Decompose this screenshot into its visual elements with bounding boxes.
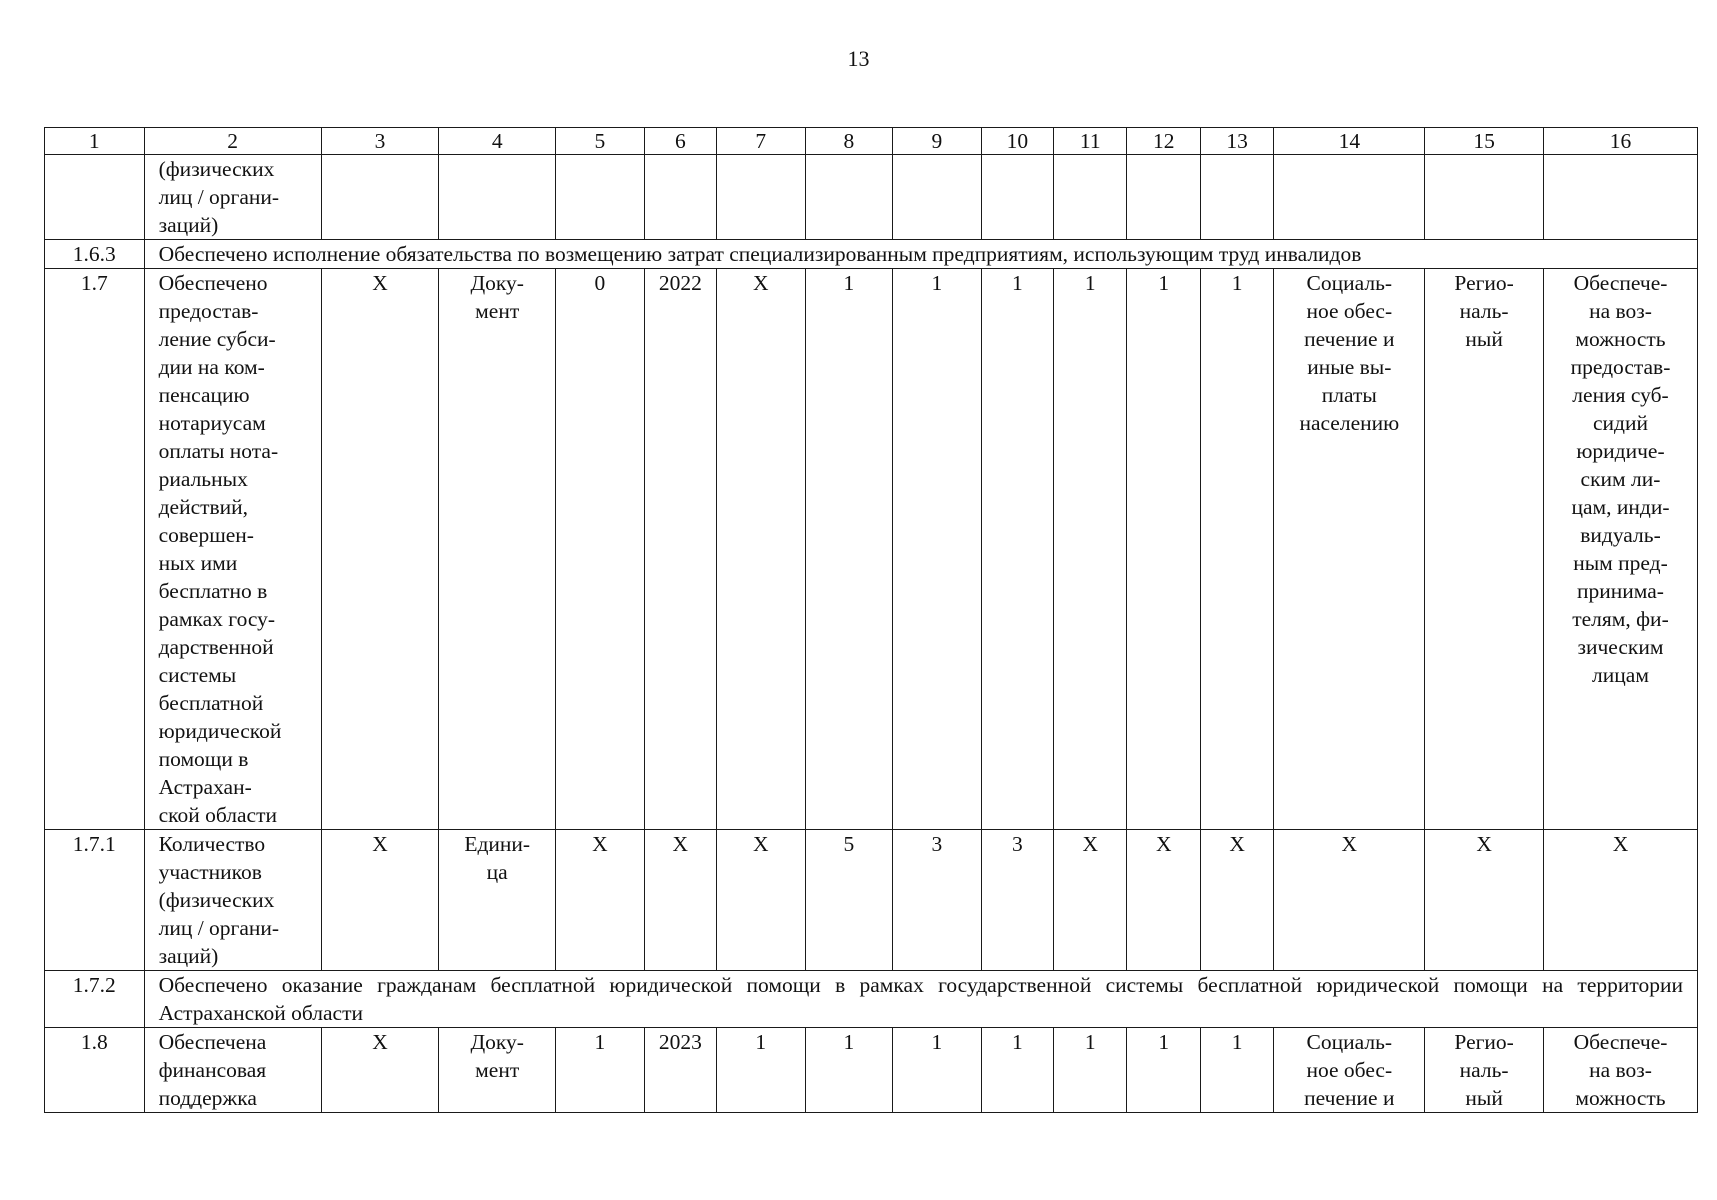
cell-level <box>1425 269 1544 830</box>
cell: 1 <box>1054 269 1127 830</box>
cell: 0 <box>556 269 645 830</box>
column-number-header-row <box>45 128 1698 155</box>
cell: 1 <box>981 269 1053 830</box>
cell-unit <box>439 269 556 830</box>
table-row-1-8 <box>45 1028 1698 1113</box>
cell-description <box>1543 269 1697 830</box>
cell <box>556 155 645 240</box>
cell: X <box>1200 830 1273 971</box>
cell: X <box>556 830 645 971</box>
cell-merged-text: Обеспечено исполнение обязательства по возмещению затрат специализированным предприятиям, использующим труд инвалидов <box>144 240 1697 269</box>
cell: 1 <box>1200 1028 1273 1113</box>
cell-number <box>45 155 145 240</box>
cell: 3 <box>893 830 982 971</box>
cell <box>717 155 806 240</box>
cell <box>644 155 716 240</box>
cell: X <box>717 269 806 830</box>
column-header: 10 <box>981 128 1053 155</box>
column-header: 8 <box>805 128 893 155</box>
cell-unit-text: Доку- мент <box>470 1030 524 1082</box>
cell: X <box>1543 830 1697 971</box>
cell-expense-type <box>1274 269 1425 830</box>
cell: 1 <box>805 1028 893 1113</box>
cell <box>981 155 1053 240</box>
cell: 1 <box>1127 1028 1200 1113</box>
cell: X <box>321 830 439 971</box>
cell: X <box>1274 830 1425 971</box>
cell: 1 <box>893 269 982 830</box>
column-header: 4 <box>439 128 556 155</box>
cell-name <box>144 830 321 971</box>
column-header: 2 <box>144 128 321 155</box>
column-header: 11 <box>1054 128 1127 155</box>
column-header: 1 <box>45 128 145 155</box>
cell <box>321 155 439 240</box>
cell: 5 <box>805 830 893 971</box>
cell <box>439 155 556 240</box>
cell: 1 <box>1127 269 1200 830</box>
cell: X <box>1425 830 1544 971</box>
cell-name <box>144 1028 321 1113</box>
cell: 1 <box>1200 269 1273 830</box>
cell-number: 1.7.1 <box>45 830 145 971</box>
cell: 3 <box>981 830 1053 971</box>
cell: 1 <box>893 1028 982 1113</box>
cell-number: 1.8 <box>45 1028 145 1113</box>
cell-name <box>144 155 321 240</box>
column-header: 13 <box>1200 128 1273 155</box>
cell-level-text: Регио- наль- ный <box>1454 271 1514 351</box>
cell: X <box>1054 830 1127 971</box>
cell: 1 <box>805 269 893 830</box>
cell-description <box>1543 1028 1697 1113</box>
cell: X <box>321 1028 439 1113</box>
column-header: 7 <box>717 128 806 155</box>
cell <box>805 155 893 240</box>
cell <box>1054 155 1127 240</box>
column-header: 15 <box>1425 128 1544 155</box>
cell-expense-type-text: Социаль- ное обес- печение и <box>1304 1030 1395 1110</box>
table-row-continuation <box>45 155 1698 240</box>
column-header: 9 <box>893 128 982 155</box>
table-row-1-7-1 <box>45 830 1698 971</box>
table-row-1-7-2 <box>45 971 1698 1028</box>
cell-number: 1.6.3 <box>45 240 145 269</box>
cell-number: 1.7 <box>45 269 145 830</box>
cell: X <box>321 269 439 830</box>
cell-description-text: Обеспече- на воз- можность предостав- ления суб- сидий юридиче- ским ли- цам, инди- видуаль- ным пред- принима- телям, фи- зическим лицам <box>1570 271 1671 687</box>
cell <box>1543 155 1697 240</box>
cell-level <box>1425 1028 1544 1113</box>
cell: 1 <box>981 1028 1053 1113</box>
cell: X <box>717 830 806 971</box>
cell-unit-text: Доку- мент <box>470 271 524 323</box>
column-header: 3 <box>321 128 439 155</box>
cell: 2022 <box>644 269 716 830</box>
cell-description-text: Обеспече- на воз- можность <box>1573 1030 1668 1110</box>
column-header: 14 <box>1274 128 1425 155</box>
cell-level-text: Регио- наль- ный <box>1454 1030 1514 1110</box>
column-header: 5 <box>556 128 645 155</box>
cell: 2023 <box>644 1028 716 1113</box>
table-row-1-6-3 <box>45 240 1698 269</box>
indicators-table <box>44 127 1698 1113</box>
cell <box>1274 155 1425 240</box>
cell: X <box>644 830 716 971</box>
column-header: 12 <box>1127 128 1200 155</box>
cell: 1 <box>1054 1028 1127 1113</box>
cell-merged-text: Обеспечено оказание гражданам бесплатной юридической помощи в рамках государственной системы бесплатной юридической помощи на территории Астраханской области <box>144 971 1697 1028</box>
page-number: 13 <box>847 46 870 71</box>
cell-name-text: (физических лиц / органи- заций) <box>158 157 280 237</box>
cell-name-text: Обеспечено предостав- ление субси- дии на ком- пенсацию нотариусам оплаты нота- риальных действий, совершен- ных ими бесплатно в рамках госу- дарственной системы бесплатной юридической помощи в Астрахан- ской области <box>158 271 282 827</box>
cell-unit <box>439 830 556 971</box>
cell <box>1127 155 1200 240</box>
column-header: 16 <box>1543 128 1697 155</box>
cell: 1 <box>717 1028 806 1113</box>
cell-expense-type <box>1274 1028 1425 1113</box>
cell-unit-text: Едини- ца <box>464 832 531 884</box>
cell-name <box>144 269 321 830</box>
cell-name-text: Количество участников (физических лиц / органи- заций) <box>158 832 280 968</box>
cell <box>893 155 982 240</box>
cell-number: 1.7.2 <box>45 971 145 1028</box>
table-row-1-7 <box>45 269 1698 830</box>
cell: 1 <box>556 1028 645 1113</box>
cell-unit <box>439 1028 556 1113</box>
cell-expense-type-text: Социаль- ное обес- печение и иные вы- платы населению <box>1299 271 1400 435</box>
cell-name-text: Обеспечена финансовая поддержка <box>158 1030 267 1110</box>
cell <box>1425 155 1544 240</box>
cell: X <box>1127 830 1200 971</box>
column-header: 6 <box>644 128 716 155</box>
cell <box>1200 155 1273 240</box>
